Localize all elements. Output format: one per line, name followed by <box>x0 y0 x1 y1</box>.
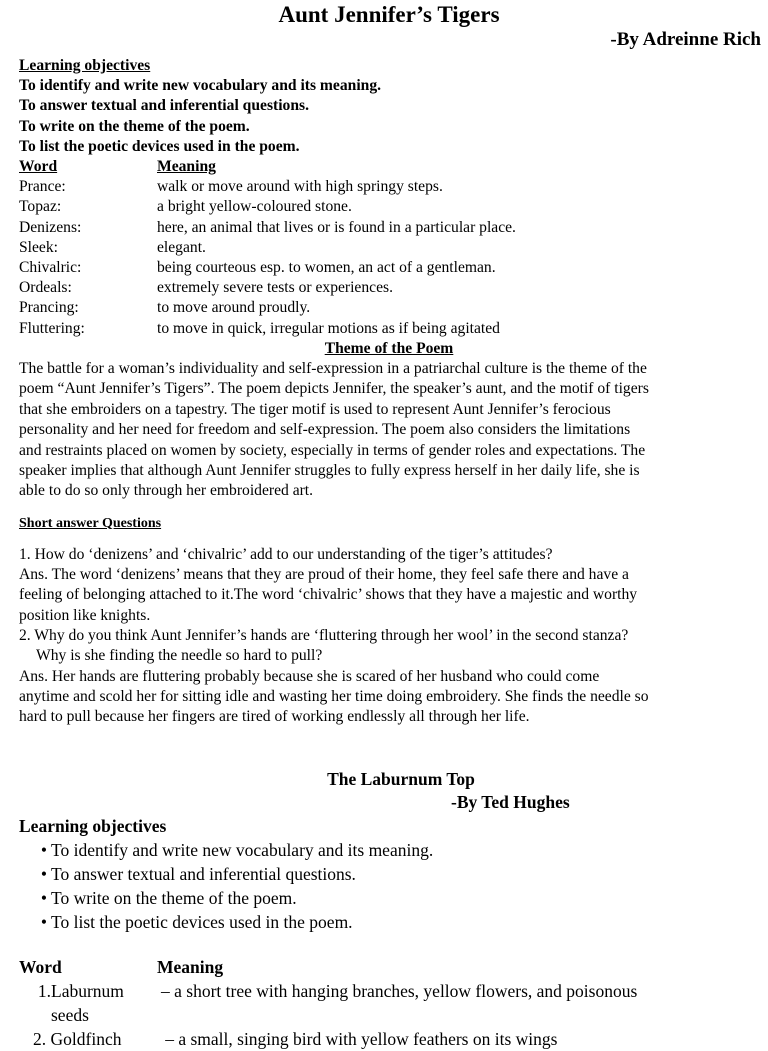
vocab-word: Topaz: <box>19 198 62 216</box>
theme-line: able to do so only through her embroidered art. <box>19 482 314 500</box>
objective-text: To identify and write new vocabulary and its meaning. <box>51 839 434 860</box>
vocab-word: Laburnum <box>51 980 124 1001</box>
objective-item: To identify and write new vocabulary and its meaning. <box>19 77 382 95</box>
theme-line: speaker implies that although Aunt Jennifer struggles to fully express herself in her daily life, she is <box>19 462 640 480</box>
vocab-row <box>19 298 759 318</box>
learning-objectives-section <box>19 56 759 157</box>
vocab-word: Sleek: <box>19 238 58 256</box>
vocab-meaning: to move in quick, irregular motions as if being agitated <box>157 319 500 337</box>
poem2-author: -By Ted Hughes <box>451 791 570 812</box>
qa-line: feeling of belonging attached to it.The word ‘chivalric’ shows that they have a majestic and worthy <box>19 586 638 604</box>
meaning-header: Meaning <box>157 158 216 176</box>
theme-line: poem “Aunt Jennifer’s Tigers”. The poem depicts Jennifer, the speaker’s aunt, and the motif of tigers <box>19 380 649 398</box>
vocab-word-continued: seeds <box>51 1004 89 1025</box>
poem2-vocab-word-cell <box>19 979 157 1027</box>
qa-line: anytime and scold her for sitting idle and wasting her time doing embroidery. She finds the needle so <box>19 687 649 705</box>
theme-line: that she embroiders on a tapestry. The tiger motif is used to represent Aunt Jennifer’s ferocious <box>19 400 611 418</box>
poem2-word-header: Word <box>19 956 62 977</box>
poem2-vocabulary-table <box>19 955 759 1051</box>
objective-list-item <box>19 862 759 886</box>
short-answer-heading: Short answer Questions <box>19 515 162 531</box>
vocab-meaning: a bright yellow-coloured stone. <box>157 198 352 216</box>
vocab-row <box>19 238 759 258</box>
objective-list-item <box>19 910 759 934</box>
question-answer-block <box>19 545 759 728</box>
vocab-row <box>19 197 759 217</box>
vocab-header-row <box>19 157 759 177</box>
vocab-word: Prancing: <box>19 299 79 317</box>
vocab-row <box>19 319 759 339</box>
theme-line: and restraints placed on women by society, especially in terms of gender roles and expectations. The <box>19 441 646 459</box>
theme-paragraph <box>19 359 759 502</box>
objective-list-item <box>19 838 759 862</box>
theme-line: personality and her need for freedom and self-expression. The poem also considers the limitations <box>19 421 631 439</box>
objective-list-item <box>19 886 759 910</box>
document-page <box>19 0 759 1051</box>
bullet-icon: • <box>40 911 47 932</box>
vocab-row <box>19 218 759 238</box>
vocab-number: 1. <box>37 980 51 1001</box>
qa-line: Ans. The word ‘denizens’ means that they are proud of their home, they feel safe there and have a <box>19 566 629 584</box>
poem-title: Aunt Jennifer’s Tigers <box>278 2 500 27</box>
objective-text: To write on the theme of the poem. <box>51 887 297 908</box>
vocab-meaning: elegant. <box>157 238 206 256</box>
objective-text: To list the poetic devices used in the poem. <box>51 911 353 932</box>
qa-line: position like knights. <box>19 606 151 624</box>
poem2-meaning-header: Meaning <box>157 956 224 977</box>
objective-item: To answer textual and inferential questions. <box>19 97 309 115</box>
vocab-meaning: extremely severe tests or experiences. <box>157 279 393 297</box>
poem2-objectives-section <box>19 814 759 934</box>
qa-line: Ans. Her hands are fluttering probably because she is scared of her husband who could come <box>19 667 600 685</box>
poem2-vocab-row <box>19 979 759 1027</box>
objective-item: To list the poetic devices used in the poem. <box>19 137 300 155</box>
qa-line: 2. Why do you think Aunt Jennifer’s hands are ‘fluttering through her wool’ in the second stanza? <box>19 627 629 645</box>
vocab-word: Fluttering: <box>19 319 85 337</box>
poem2-objectives-heading: Learning objectives <box>19 815 167 836</box>
vocab-row <box>19 258 759 278</box>
theme-heading: Theme of the Poem <box>324 339 454 357</box>
poem2-vocab-meaning: – a short tree with hanging branches, yellow flowers, and poisonous <box>161 980 638 1001</box>
word-header: Word <box>19 158 58 176</box>
vocabulary-table <box>19 157 759 339</box>
vocab-word: Prance: <box>19 178 66 196</box>
vocab-word-stack <box>51 979 124 1027</box>
objective-item: To write on the theme of the poem. <box>19 117 250 135</box>
poem2-vocab-cut-line: 2. Goldfinch – a small, singing bird with yellow feathers on its wings <box>33 1028 558 1049</box>
poem-author: -By Adreinne Rich <box>610 29 761 50</box>
vocab-row <box>19 278 759 298</box>
vocab-word: Chivalric: <box>19 259 82 277</box>
poem2-vocab-header-row <box>19 955 759 979</box>
qa-line: Why is she finding the needle so hard to pull? <box>36 647 323 665</box>
vocab-row <box>19 177 759 197</box>
bullet-icon: • <box>40 839 47 860</box>
poem2-title: The Laburnum Top <box>327 768 475 789</box>
theme-line: The battle for a woman’s individuality and self-expression in a patriarchal culture is the theme of the <box>19 360 647 378</box>
objectives-heading: Learning objectives <box>19 57 151 74</box>
vocab-word: Denizens: <box>19 218 82 236</box>
vocab-meaning: here, an animal that lives or is found in a particular place. <box>157 218 516 236</box>
qa-line: 1. How do ‘denizens’ and ‘chivalric’ add to our understanding of the tiger’s attitudes? <box>19 545 553 563</box>
vocab-word: Ordeals: <box>19 279 72 297</box>
vocab-meaning: being courteous esp. to women, an act of a gentleman. <box>157 259 496 277</box>
vocab-meaning: to move around proudly. <box>157 299 311 317</box>
bullet-icon: • <box>40 863 47 884</box>
vocab-meaning: walk or move around with high springy steps. <box>157 178 443 196</box>
qa-line: hard to pull because her fingers are tired of working endlessly all through her life. <box>19 708 530 726</box>
objective-text: To answer textual and inferential questions. <box>51 863 356 884</box>
bullet-icon: • <box>40 887 47 908</box>
